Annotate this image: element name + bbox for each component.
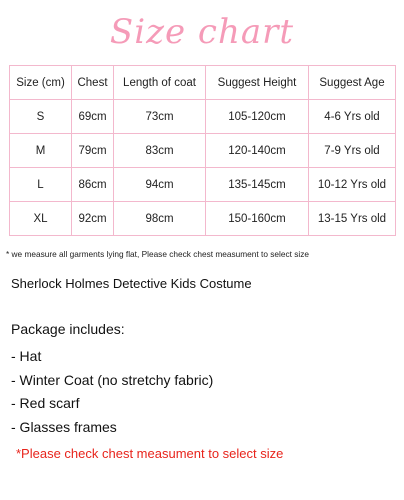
- header-chest: Chest: [72, 66, 114, 100]
- cell-length: 98cm: [114, 202, 206, 236]
- measurement-note: * we measure all garments lying flat, Please check chest measument to select size: [6, 249, 309, 259]
- size-chart-title: Size chart: [109, 12, 295, 52]
- product-name: Sherlock Holmes Detective Kids Costume: [11, 276, 252, 291]
- cell-age: 7-9 Yrs old: [309, 134, 396, 168]
- cell-chest: 92cm: [72, 202, 114, 236]
- cell-length: 73cm: [114, 100, 206, 134]
- size-warning: *Please check chest measument to select size: [16, 446, 284, 461]
- cell-chest: 86cm: [72, 168, 114, 202]
- list-item: - Glasses frames: [11, 418, 117, 435]
- table-row: [10, 168, 396, 202]
- list-item: - Red scarf: [11, 395, 80, 411]
- cell-height: 150-160cm: [206, 202, 309, 236]
- header-length: Length of coat: [114, 66, 206, 100]
- cell-length: 83cm: [114, 134, 206, 168]
- cell-age: 4-6 Yrs old: [309, 100, 396, 134]
- cell-size: M: [10, 134, 72, 168]
- table-row: [10, 134, 396, 168]
- size-chart-table: [9, 65, 396, 236]
- header-height: Suggest Height: [206, 66, 309, 100]
- cell-chest: 79cm: [72, 134, 114, 168]
- cell-length: 94cm: [114, 168, 206, 202]
- cell-age: 10-12 Yrs old: [309, 168, 396, 202]
- cell-age: 13-15 Yrs old: [309, 202, 396, 236]
- header-size: Size (cm): [10, 66, 72, 100]
- table-row: [10, 202, 396, 236]
- package-title: Package includes:: [11, 321, 125, 337]
- cell-height: 135-145cm: [206, 168, 309, 202]
- cell-height: 105-120cm: [206, 100, 309, 134]
- list-item: - Hat: [11, 348, 42, 364]
- header-age: Suggest Age: [309, 66, 396, 100]
- list-item: - Winter Coat (no stretchy fabric): [11, 371, 214, 388]
- cell-size: XL: [10, 202, 72, 236]
- package-list: [11, 345, 213, 439]
- cell-size: L: [10, 168, 72, 202]
- cell-size: S: [10, 100, 72, 134]
- table-row: [10, 100, 396, 134]
- table-header-row: [10, 66, 396, 100]
- cell-chest: 69cm: [72, 100, 114, 134]
- cell-height: 120-140cm: [206, 134, 309, 168]
